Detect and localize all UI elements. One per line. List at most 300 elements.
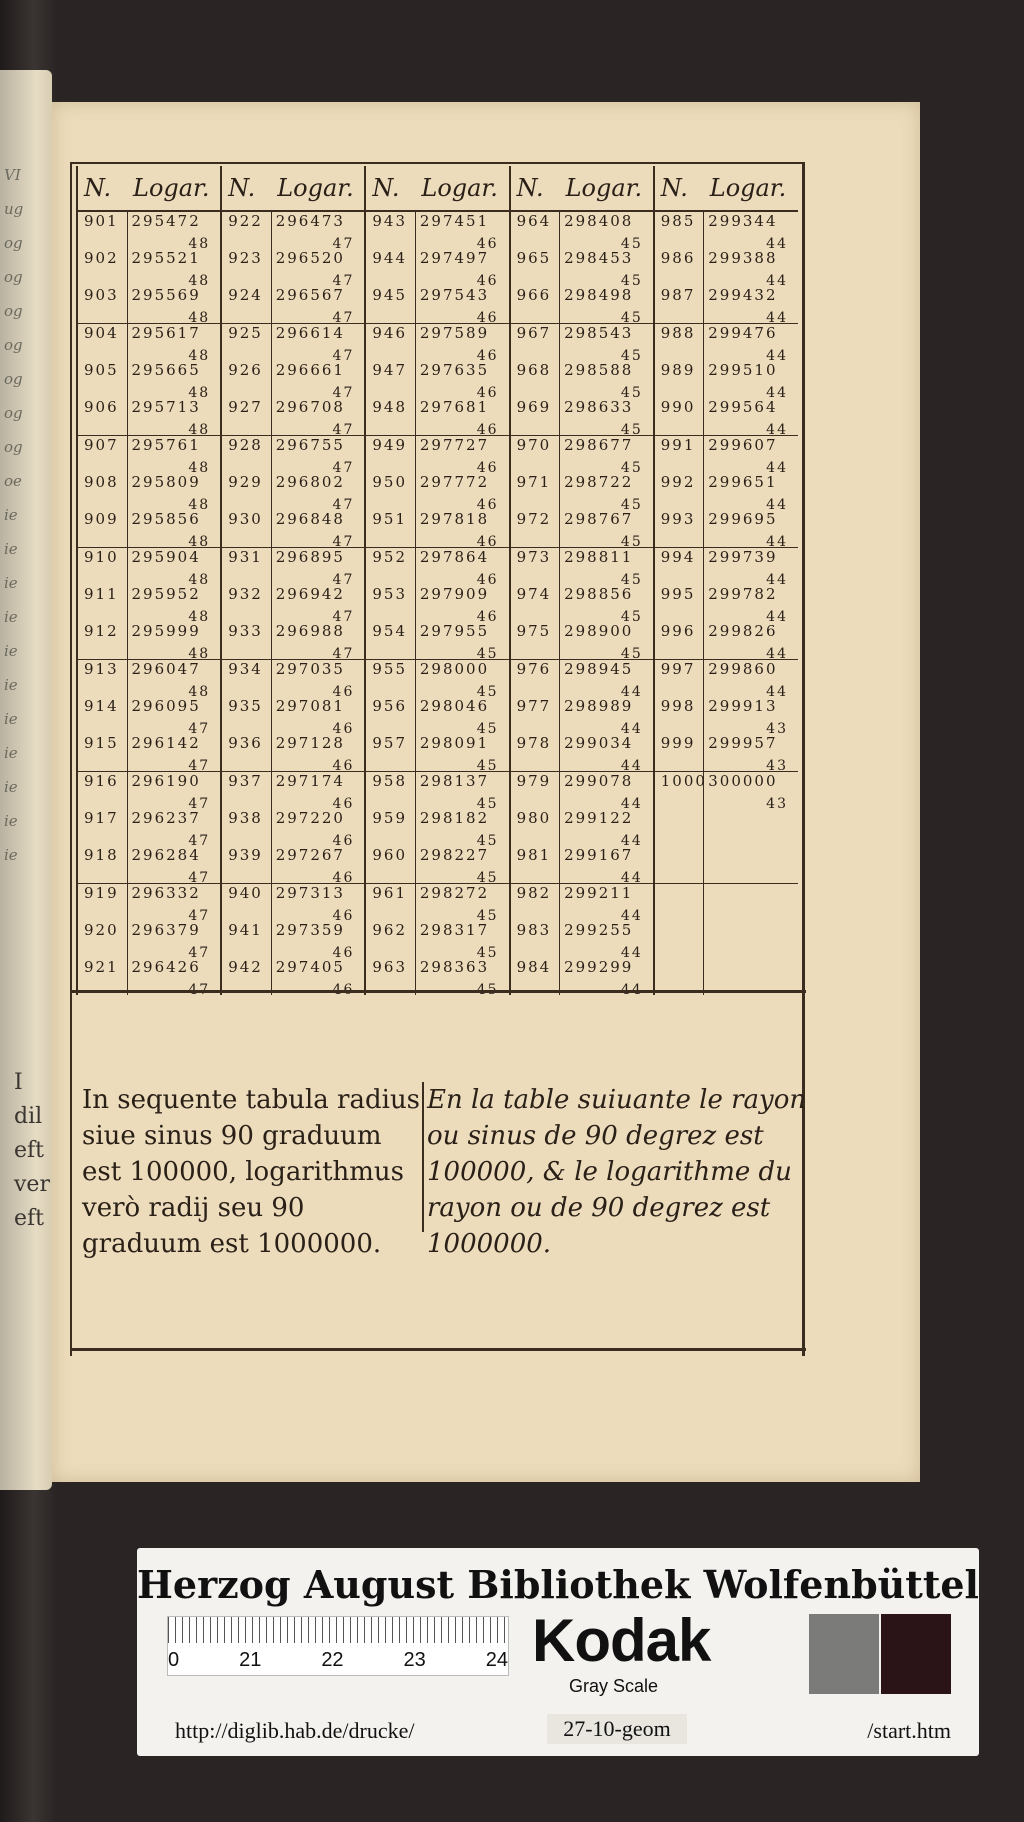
logarithm-cell: 299034 <box>564 734 634 752</box>
difference-cell: 45 <box>620 310 643 326</box>
logarithm-cell: 299782 <box>708 585 778 603</box>
number-cell: 968 <box>510 361 560 388</box>
logarithm-cell: 299739 <box>704 548 798 576</box>
previous-page-fragment: ie <box>4 676 18 694</box>
difference-spacer <box>510 687 560 697</box>
number-cell: 967 <box>510 324 560 352</box>
difference-cell: 46 <box>476 609 499 625</box>
difference-row <box>77 687 798 697</box>
logarithm-cell: 296190 <box>127 772 221 800</box>
difference-spacer <box>654 836 704 846</box>
ruler-numbers <box>168 1649 508 1672</box>
difference-spacer <box>365 612 415 622</box>
logarithm-cell: 298722 <box>564 473 634 491</box>
logarithm-cell: 298767 <box>564 510 634 528</box>
book-page <box>52 102 920 1482</box>
logarithm-cell: 298498 <box>564 286 634 304</box>
difference-spacer <box>77 873 127 884</box>
difference-spacer <box>510 388 560 398</box>
difference-cell: 48 <box>188 310 211 326</box>
gray-scale-label: Gray Scale <box>569 1676 659 1696</box>
difference-spacer <box>77 649 127 660</box>
difference-cell: 44 <box>620 833 643 849</box>
previous-page-fragment: dil <box>14 1104 43 1129</box>
logarithm-cell: 298137 <box>415 772 509 800</box>
start-page-link: /start.htm <box>867 1718 951 1743</box>
difference-spacer <box>510 873 560 884</box>
table-row <box>77 211 798 239</box>
difference-cell: 46 <box>332 758 355 774</box>
number-cell: 933 <box>221 622 271 649</box>
logarithm-cell: 299860 <box>704 660 798 688</box>
number-cell: 961 <box>365 884 415 912</box>
difference-spacer <box>77 463 127 473</box>
logarithm-cell: 296142 <box>131 734 201 752</box>
number-cell <box>654 958 704 985</box>
difference-spacer <box>77 537 127 548</box>
difference-spacer <box>654 425 704 436</box>
column-header-n: N. <box>365 166 415 211</box>
difference-spacer <box>221 276 271 286</box>
difference-spacer <box>221 239 271 249</box>
logarithm-cell: 295521 <box>131 249 201 267</box>
difference-cell: 47 <box>188 758 211 774</box>
difference-cell: 45 <box>620 534 643 550</box>
difference-cell: 44 <box>620 870 643 886</box>
table-row <box>77 772 798 800</box>
difference-spacer <box>365 724 415 734</box>
difference-spacer <box>365 687 415 697</box>
number-cell: 940 <box>221 884 271 912</box>
ruler-number: 24 <box>485 1649 508 1671</box>
column-header-logar: Logar. <box>271 166 365 211</box>
previous-page-fragment: ie <box>4 540 18 558</box>
number-cell: 913 <box>77 660 127 688</box>
number-cell: 963 <box>365 958 415 985</box>
logarithm-cell: 297909 <box>419 585 490 603</box>
logarithm-cell: 298000 <box>415 660 509 688</box>
difference-spacer <box>654 612 704 622</box>
logarithm-cell <box>704 809 798 836</box>
table-row <box>77 660 798 688</box>
difference-spacer <box>221 351 271 361</box>
logarithm-cell: 299344 <box>708 212 778 230</box>
number-cell: 995 <box>654 585 704 612</box>
difference-cell: 44 <box>766 348 788 364</box>
column-header-n: N. <box>77 166 127 211</box>
difference-spacer <box>221 575 271 585</box>
logarithm-cell: 297359 <box>275 921 345 939</box>
difference-cell: 48 <box>188 497 211 513</box>
difference-spacer <box>365 537 415 548</box>
table-row <box>77 436 798 464</box>
difference-spacer <box>654 537 704 548</box>
difference-cell: 44 <box>766 534 788 550</box>
difference-spacer <box>365 761 415 772</box>
logarithm-cell: 298227 <box>419 846 490 864</box>
difference-spacer <box>77 836 127 846</box>
difference-cell: 44 <box>620 721 643 737</box>
difference-spacer <box>654 500 704 510</box>
column-header-logar: Logar. <box>415 166 509 211</box>
difference-cell: 44 <box>766 609 788 625</box>
difference-cell: 45 <box>476 982 499 998</box>
difference-row <box>77 612 798 622</box>
number-cell: 977 <box>510 697 560 724</box>
table-row <box>77 548 798 576</box>
difference-spacer <box>221 799 271 809</box>
difference-spacer <box>221 425 271 436</box>
difference-cell: 43 <box>766 796 788 812</box>
scale-ruler <box>167 1616 509 1676</box>
difference-cell: 47 <box>332 497 355 513</box>
logarithm-cell: 298408 <box>564 212 634 230</box>
ruler-number: 22 <box>321 1649 344 1671</box>
difference-cell: 46 <box>476 572 499 588</box>
number-cell: 971 <box>510 473 560 500</box>
logarithm-cell: 299510 <box>708 361 778 379</box>
logarithm-cell: 296755 <box>271 436 365 464</box>
difference-spacer <box>365 575 415 585</box>
difference-cell: 48 <box>188 348 211 364</box>
difference-row <box>77 425 798 436</box>
number-cell: 980 <box>510 809 560 836</box>
difference-spacer <box>365 463 415 473</box>
previous-page-fragment: VI <box>4 166 21 184</box>
difference-spacer <box>77 351 127 361</box>
difference-cell: 44 <box>620 684 643 700</box>
latin-note: In sequente tabula radius siue sinus 90 graduum est 100000, logarithmus verò radij seu 90 graduum est 1000000. <box>82 1085 421 1259</box>
number-cell: 964 <box>510 211 560 239</box>
difference-spacer <box>221 500 271 510</box>
logarithm-cell: 296988 <box>275 622 345 640</box>
logarithm-cell: 295761 <box>127 436 221 464</box>
difference-cell: 44 <box>766 646 788 662</box>
difference-cell: 44 <box>766 684 788 700</box>
difference-spacer <box>654 351 704 361</box>
table-row <box>77 697 798 724</box>
difference-cell: 44 <box>766 236 788 252</box>
column-header-n: N. <box>221 166 271 211</box>
number-cell: 946 <box>365 324 415 352</box>
logarithm-cell: 299607 <box>704 436 798 464</box>
gray-patch-mid <box>809 1614 879 1694</box>
logarithm-cell: 297497 <box>419 249 490 267</box>
logarithm-cell: 299913 <box>708 697 778 715</box>
gray-patch-dark <box>881 1614 951 1694</box>
logarithm-cell: 295904 <box>127 548 221 576</box>
logarithm-cell: 298453 <box>564 249 634 267</box>
difference-spacer <box>510 761 560 772</box>
number-cell: 922 <box>221 211 271 239</box>
difference-cell: 47 <box>188 945 211 961</box>
logarithm-cell: 299432 <box>708 286 778 304</box>
number-cell: 979 <box>510 772 560 800</box>
difference-cell: 47 <box>332 572 355 588</box>
logarithm-cell <box>704 921 798 948</box>
number-cell: 918 <box>77 846 127 873</box>
difference-spacer <box>77 500 127 510</box>
difference-cell: 44 <box>766 385 788 401</box>
table-row <box>77 361 798 388</box>
difference-cell <box>704 836 798 846</box>
difference-spacer <box>221 724 271 734</box>
logarithm-cell: 296237 <box>131 809 201 827</box>
number-cell: 915 <box>77 734 127 761</box>
number-cell: 917 <box>77 809 127 836</box>
previous-page-fragment: ie <box>4 506 18 524</box>
number-cell: 925 <box>221 324 271 352</box>
difference-cell: 46 <box>476 348 499 364</box>
logarithm-cell: 297589 <box>415 324 509 352</box>
difference-spacer <box>365 911 415 921</box>
logarithm-cell: 299078 <box>560 772 654 800</box>
difference-row <box>77 948 798 958</box>
logarithm-cell: 299695 <box>708 510 778 528</box>
logarithm-cell: 295569 <box>131 286 201 304</box>
number-cell: 986 <box>654 249 704 276</box>
difference-cell: 44 <box>766 273 788 289</box>
difference-cell: 45 <box>476 945 499 961</box>
table-row <box>77 846 798 873</box>
logarithm-cell: 298363 <box>419 958 490 976</box>
table-row <box>77 734 798 761</box>
difference-cell: 45 <box>620 348 643 364</box>
number-cell: 923 <box>221 249 271 276</box>
library-title: Herzog August Bibliothek Wolfenbüttel <box>137 1562 979 1607</box>
difference-spacer <box>510 799 560 809</box>
table-row <box>77 884 798 912</box>
number-cell: 909 <box>77 510 127 537</box>
difference-spacer <box>221 948 271 958</box>
difference-spacer <box>365 948 415 958</box>
logarithm-cell: 298633 <box>564 398 634 416</box>
difference-cell: 45 <box>620 646 643 662</box>
number-cell <box>654 809 704 836</box>
logarithm-cell: 298989 <box>564 697 634 715</box>
logarithm-cell: 296895 <box>271 548 365 576</box>
difference-row <box>77 276 798 286</box>
difference-cell: 47 <box>188 908 211 924</box>
number-cell: 926 <box>221 361 271 388</box>
difference-spacer <box>654 239 704 249</box>
difference-cell: 46 <box>476 534 499 550</box>
logarithm-cell: 298091 <box>419 734 490 752</box>
difference-cell: 44 <box>766 572 788 588</box>
difference-cell: 47 <box>332 348 355 364</box>
number-cell: 907 <box>77 436 127 464</box>
difference-cell: 48 <box>188 273 211 289</box>
number-cell: 960 <box>365 846 415 873</box>
number-cell: 992 <box>654 473 704 500</box>
difference-cell: 47 <box>332 236 355 252</box>
difference-cell: 47 <box>332 534 355 550</box>
previous-page-fragment: og <box>4 370 23 388</box>
logarithm-cell: 296802 <box>275 473 345 491</box>
number-cell: 958 <box>365 772 415 800</box>
number-cell: 911 <box>77 585 127 612</box>
difference-spacer <box>77 724 127 734</box>
logarithm-cell: 297864 <box>415 548 509 576</box>
difference-spacer <box>221 911 271 921</box>
number-cell: 962 <box>365 921 415 948</box>
difference-spacer <box>654 761 704 772</box>
number-cell: 942 <box>221 958 271 985</box>
number-cell: 973 <box>510 548 560 576</box>
logarithm-cell: 295856 <box>131 510 201 528</box>
difference-cell: 45 <box>620 572 643 588</box>
ruler-number: 0 <box>168 1649 180 1671</box>
difference-cell: 46 <box>332 833 355 849</box>
logarithm-cell: 297818 <box>419 510 490 528</box>
number-cell: 952 <box>365 548 415 576</box>
logarithm-cell: 295665 <box>131 361 201 379</box>
previous-page-fragment: ie <box>4 710 18 728</box>
difference-spacer <box>77 425 127 436</box>
previous-page-fragment: og <box>4 268 23 286</box>
difference-spacer <box>654 873 704 884</box>
number-cell: 912 <box>77 622 127 649</box>
difference-cell: 48 <box>188 572 211 588</box>
number-cell: 987 <box>654 286 704 313</box>
number-cell: 966 <box>510 286 560 313</box>
logarithm-cell <box>704 884 798 912</box>
frame-bottom-rule <box>70 1348 806 1351</box>
number-cell <box>654 921 704 948</box>
number-cell: 903 <box>77 286 127 313</box>
difference-spacer <box>221 873 271 884</box>
logarithm-cell: 296848 <box>275 510 345 528</box>
difference-cell: 44 <box>766 422 788 438</box>
difference-spacer <box>365 873 415 884</box>
difference-row <box>77 537 798 548</box>
difference-cell: 45 <box>476 721 499 737</box>
logarithm-cell: 298588 <box>564 361 634 379</box>
difference-spacer <box>365 649 415 660</box>
kodak-logo: Kodak <box>532 1607 711 1674</box>
difference-cell: 46 <box>332 721 355 737</box>
difference-row <box>77 239 798 249</box>
number-cell: 957 <box>365 734 415 761</box>
previous-page-fragment: og <box>4 234 23 252</box>
logarithm-cell: 295713 <box>131 398 201 416</box>
logarithm-cell: 299167 <box>564 846 634 864</box>
difference-spacer <box>654 388 704 398</box>
difference-cell: 46 <box>476 497 499 513</box>
number-cell: 999 <box>654 734 704 761</box>
number-cell: 954 <box>365 622 415 649</box>
difference-cell: 47 <box>332 310 355 326</box>
difference-cell: 47 <box>332 609 355 625</box>
logarithm-cell: 297313 <box>271 884 365 912</box>
difference-cell: 44 <box>620 796 643 812</box>
logarithm-cell: 299388 <box>708 249 778 267</box>
difference-spacer <box>654 649 704 660</box>
previous-page-fragment: ug <box>4 200 24 218</box>
difference-cell: 46 <box>332 796 355 812</box>
difference-cell: 45 <box>476 796 499 812</box>
difference-cell: 43 <box>766 758 788 774</box>
logarithm-cell: 296284 <box>131 846 201 864</box>
difference-cell: 47 <box>188 721 211 737</box>
difference-row <box>77 799 798 809</box>
number-cell: 947 <box>365 361 415 388</box>
previous-page-fragment: I <box>14 1070 23 1095</box>
number-cell: 984 <box>510 958 560 985</box>
previous-page-fragment: og <box>4 438 23 456</box>
number-cell: 932 <box>221 585 271 612</box>
logarithm-cell: 296095 <box>131 697 201 715</box>
difference-spacer <box>510 537 560 548</box>
difference-cell: 47 <box>188 982 211 998</box>
ruler-ticks <box>168 1617 508 1643</box>
logarithm-cell: 296614 <box>271 324 365 352</box>
difference-spacer <box>510 500 560 510</box>
logarithm-cell: 297267 <box>275 846 345 864</box>
difference-cell: 43 <box>766 721 788 737</box>
number-cell: 990 <box>654 398 704 425</box>
difference-cell: 46 <box>332 684 355 700</box>
number-cell: 985 <box>654 211 704 239</box>
difference-spacer <box>77 687 127 697</box>
logarithm-cell: 298811 <box>560 548 654 576</box>
difference-spacer <box>510 276 560 286</box>
logarithm-cell: 299476 <box>704 324 798 352</box>
number-cell: 988 <box>654 324 704 352</box>
difference-cell: 46 <box>476 422 499 438</box>
difference-cell: 47 <box>332 273 355 289</box>
column-header-logar: Logar. <box>127 166 221 211</box>
logarithm-table <box>76 166 798 998</box>
difference-spacer <box>221 687 271 697</box>
logarithm-cell: 297681 <box>419 398 490 416</box>
difference-cell: 45 <box>620 236 643 252</box>
previous-page-fragment: ie <box>4 778 18 796</box>
number-cell <box>654 846 704 873</box>
difference-spacer <box>510 836 560 846</box>
difference-spacer <box>365 836 415 846</box>
gray-patch-white <box>737 1614 807 1694</box>
difference-spacer <box>654 575 704 585</box>
difference-cell: 46 <box>476 273 499 289</box>
logarithm-cell: 299255 <box>564 921 634 939</box>
difference-cell: 46 <box>332 870 355 886</box>
number-cell: 941 <box>221 921 271 948</box>
table-row <box>77 249 798 276</box>
logarithm-cell: 297727 <box>415 436 509 464</box>
number-cell: 920 <box>77 921 127 948</box>
logarithm-cell: 297081 <box>275 697 345 715</box>
difference-cell: 45 <box>620 422 643 438</box>
difference-spacer <box>510 724 560 734</box>
previous-page-fragment: og <box>4 336 23 354</box>
number-cell: 929 <box>221 473 271 500</box>
previous-page-fragment: ie <box>4 642 18 660</box>
number-cell: 989 <box>654 361 704 388</box>
logarithm-cell: 296473 <box>275 212 345 230</box>
difference-cell: 44 <box>620 945 643 961</box>
number-cell: 937 <box>221 772 271 800</box>
logarithm-cell: 296708 <box>275 398 345 416</box>
column-header-n: N. <box>654 166 704 211</box>
difference-spacer <box>510 575 560 585</box>
difference-cell: 46 <box>476 236 499 252</box>
difference-cell: 47 <box>188 796 211 812</box>
difference-cell: 45 <box>476 870 499 886</box>
difference-cell: 47 <box>332 385 355 401</box>
number-cell <box>654 884 704 912</box>
difference-cell: 45 <box>620 273 643 289</box>
